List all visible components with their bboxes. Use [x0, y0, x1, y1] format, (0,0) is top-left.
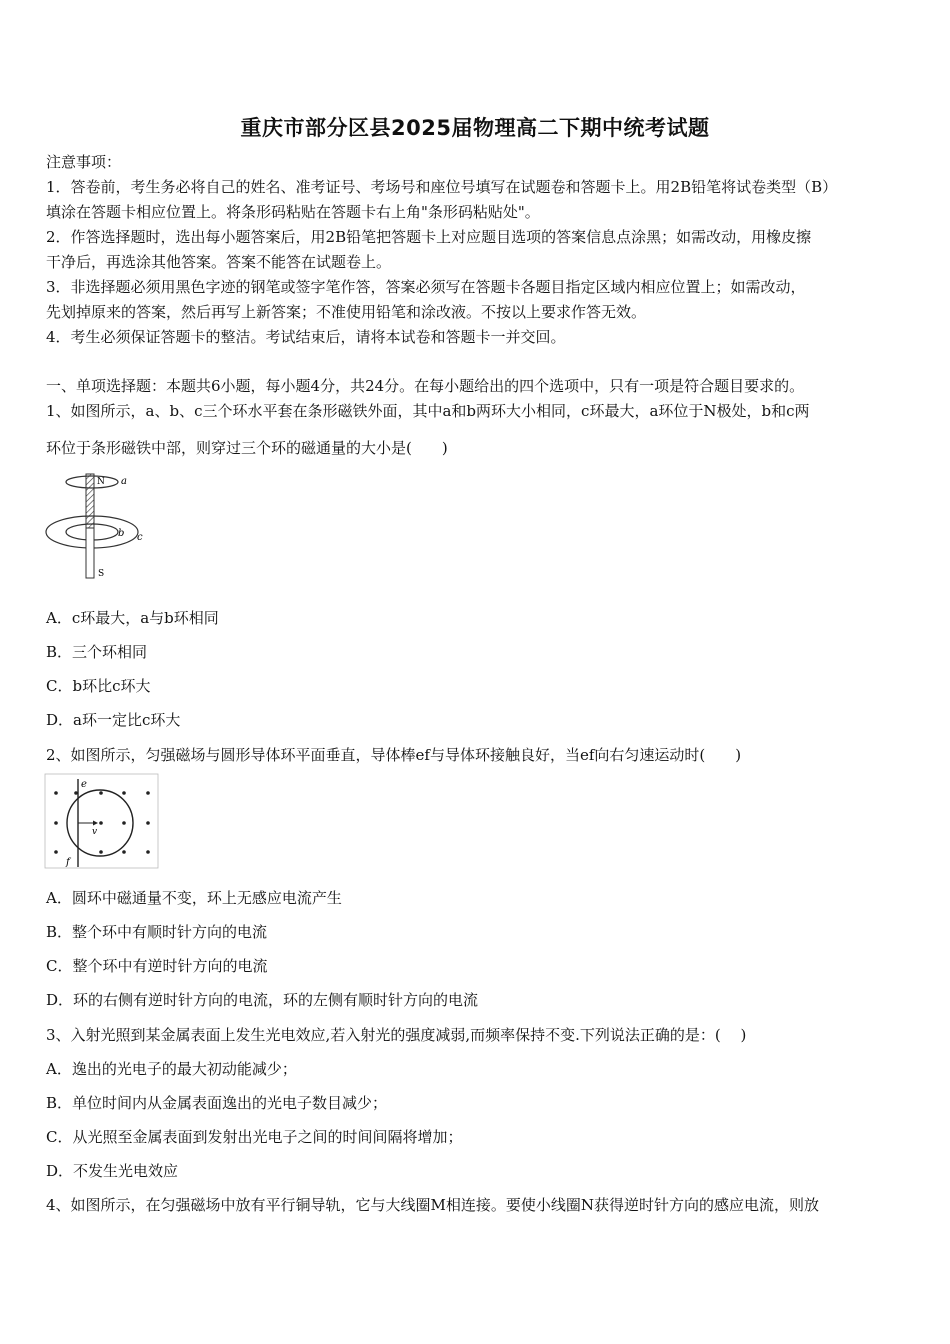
notice-line: 1．答卷前，考生务必将自己的姓名、准考证号、考场号和座位号填写在试题卷和答题卡上。用2B铅笔将试卷类型（B）: [46, 178, 838, 196]
label-s: S: [98, 569, 105, 579]
question-2-stem: 2、如图所示，匀强磁场与圆形导体环平面垂直，导体棒ef与导体环接触良好，当ef向右匀速运动时( ): [46, 746, 742, 764]
notice-line: 4．考生必须保证答题卡的整洁。考试结束后，请将本试卷和答题卡一并交回。: [46, 328, 566, 346]
question-2-option-a: A．圆环中磁通量不变，环上无感应电流产生: [46, 889, 342, 907]
question-3-option-c: C．从光照至金属表面到发射出光电子之间的时间间隔将增加；: [46, 1128, 463, 1146]
question-1-option-b: B．三个环相同: [46, 643, 148, 661]
question-2-option-b: B．整个环中有顺时针方向的电流: [46, 923, 268, 941]
question-1-option-a: A．c环最大，a与b环相同: [46, 609, 219, 627]
question-4-stem: 4、如图所示，在匀强磁场中放有平行铜导轨，它与大线圈M相连接。要使小线圈N获得逆时针方向的感应电流，则放: [46, 1196, 820, 1214]
label-c: c: [137, 532, 143, 543]
notice-line: 填涂在答题卡相应位置上。将条形码粘贴在答题卡右上角"条形码粘贴处"。: [46, 203, 540, 221]
magnet-south-half: [86, 528, 94, 578]
question-3-stem: 3、入射光照到某金属表面上发生光电效应,若入射光的强度减弱,而频率保持不变.下列说法正确的是：( ): [46, 1026, 747, 1044]
notice-line: 2．作答选择题时，选出每小题答案后，用2B铅笔把答题卡上对应题目选项的答案信息点涂黑；如需改动，用橡皮擦: [46, 228, 812, 246]
label-b: b: [118, 528, 125, 539]
ring-rod-field-figure: [44, 773, 162, 871]
question-1-option-d: D．a环一定比c环大: [46, 711, 181, 729]
magnet-rings-figure: [44, 470, 154, 582]
section-heading: 一、单项选择题：本题共6小题，每小题4分，共24分。在每小题给出的四个选项中，只有一项是符合题目要求的。: [46, 377, 805, 395]
notice-line: 干净后，再选涂其他答案。答案不能答在试题卷上。: [46, 253, 392, 271]
question-2-option-c: C．整个环中有逆时针方向的电流: [46, 957, 268, 975]
label-f: f: [66, 857, 70, 868]
question-3-option-a: A．逸出的光电子的最大初动能减少；: [46, 1060, 297, 1078]
label-e: e: [81, 779, 87, 790]
label-v: v: [92, 827, 98, 837]
exam-title: 重庆市部分区县2025届物理高二下期中统考试题: [240, 116, 710, 140]
magnet-north-half: [86, 474, 94, 528]
label-n: N: [97, 477, 105, 487]
field-dots: [54, 791, 150, 854]
question-1-option-c: C．b环比c环大: [46, 677, 151, 695]
question-2-option-d: D．环的右侧有逆时针方向的电流，环的左侧有顺时针方向的电流: [46, 991, 479, 1009]
notice-heading: 注意事项：: [46, 153, 122, 171]
notice-line: 先划掉原来的答案，然后再写上新答案；不准使用铅笔和涂改液。不按以上要求作答无效。: [46, 303, 647, 321]
label-a: a: [121, 476, 127, 487]
question-3-option-d: D．不发生光电效应: [46, 1162, 179, 1180]
notice-line: 3．非选择题必须用黑色字迹的钢笔或签字笔作答，答案必须写在答题卡各题目指定区域内相应位置上；如需改动，: [46, 278, 806, 296]
question-1-stem-cont: 环位于条形磁铁中部，则穿过三个环的磁通量的大小是( ): [46, 439, 448, 457]
question-1-stem: 1、如图所示，a、b、c三个环水平套在条形磁铁外面，其中a和b两环大小相同，c环最大，a环位于N极处，b和c两: [46, 402, 810, 420]
question-3-option-b: B．单位时间内从金属表面逸出的光电子数目减少；: [46, 1094, 388, 1112]
